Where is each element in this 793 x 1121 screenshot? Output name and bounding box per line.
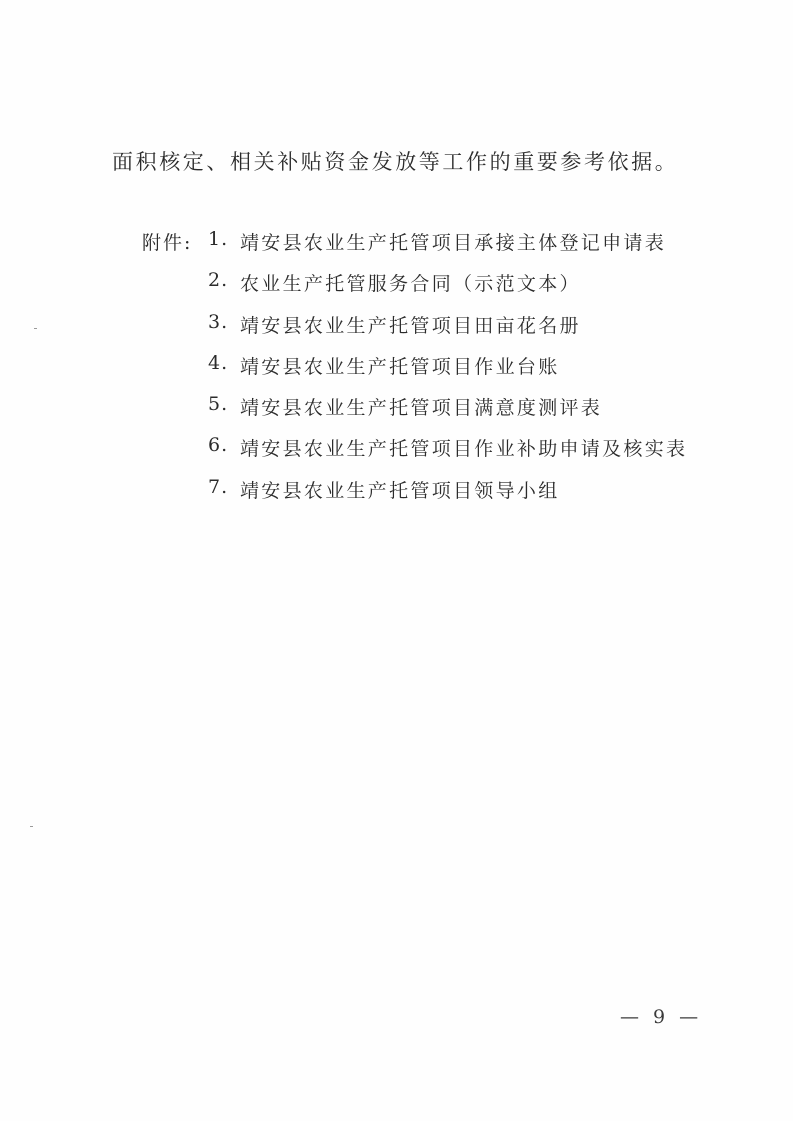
attachment-number: 7. (208, 475, 229, 498)
attachment-number: 4. (208, 351, 229, 374)
attachment-title: 农业生产托管服务合同（示范文本） (240, 273, 581, 296)
scan-speck (30, 826, 33, 827)
attachment-title: 靖安县农业生产托管项目领导小组 (240, 479, 560, 502)
attachment-number: 5. (208, 393, 229, 416)
attachment-title: 靖安县农业生产托管项目作业台账 (240, 355, 560, 378)
attachment-title: 靖安县农业生产托管项目满意度测评表 (240, 397, 603, 420)
page-number: — 9 — (620, 1006, 703, 1028)
attachment-title: 靖安县农业生产托管项目作业补助申请及核实表 (240, 438, 688, 461)
attachment-number: 6. (208, 434, 229, 457)
intro-paragraph-line: 面积核定、相关补贴资金发放等工作的重要参考依据。 (112, 150, 679, 174)
attachment-number: 2. (208, 269, 229, 292)
attachment-number: 1. (208, 228, 229, 250)
attachment-number: 3. (208, 310, 229, 333)
attachment-title: 靖安县农业生产托管项目承接主体登记申请表 (240, 232, 667, 254)
scan-speck (34, 328, 37, 329)
attachments-label: 附件: (142, 232, 193, 254)
attachment-title: 靖安县农业生产托管项目田亩花名册 (240, 314, 581, 337)
